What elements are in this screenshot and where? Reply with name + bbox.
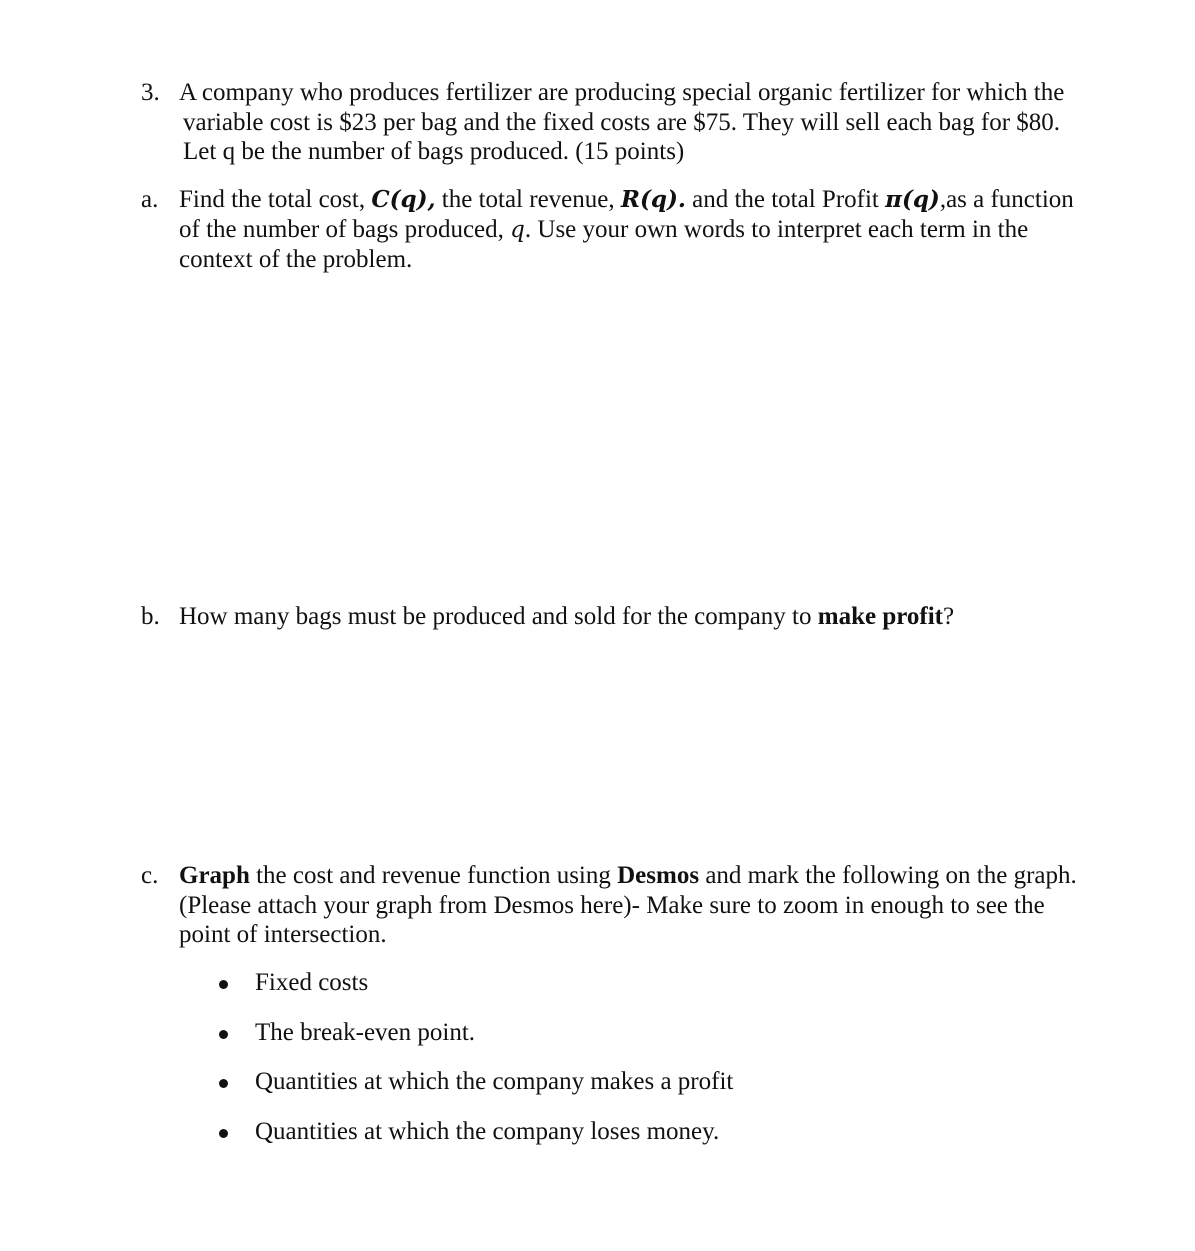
part-c-line-2: (Please attach your graph from Desmos here)- Make sure to zoom in enough to see the bbox=[179, 891, 1045, 919]
part-c-bullet-list bbox=[215, 968, 1015, 1166]
part-c-text-2: and mark the following on the graph. bbox=[699, 862, 1077, 889]
part-c bbox=[141, 861, 1101, 950]
problem-number: 3. bbox=[141, 79, 160, 106]
part-a-text-3: and the total Profit bbox=[685, 186, 886, 213]
quantity-variable: q bbox=[510, 216, 525, 243]
part-b-line bbox=[179, 602, 1101, 632]
part-c-line-1 bbox=[179, 861, 1101, 891]
bullet-icon bbox=[219, 1030, 228, 1039]
part-b-emphasis: make profit bbox=[817, 603, 943, 630]
part-c-emphasis-graph: Graph bbox=[179, 862, 250, 889]
problem-line-3: Let q be the number of bags produced. (15 points) bbox=[183, 138, 685, 165]
problem-line-2: variable cost is $23 per bag and the fixed costs are $75. They will sell each bag for $80. bbox=[183, 108, 1061, 136]
part-c-marker: c. bbox=[141, 862, 159, 889]
part-b-text-2: ? bbox=[943, 603, 955, 630]
part-a bbox=[141, 185, 1101, 275]
bullet-text: Quantities at which the company makes a profit bbox=[255, 1068, 734, 1096]
bullet-icon bbox=[219, 1129, 228, 1138]
list-item bbox=[215, 968, 1015, 1018]
bullet-text: Fixed costs bbox=[255, 969, 369, 996]
part-a-text-6: . Use your own words to interpret each term in the bbox=[524, 215, 1029, 243]
part-b-text bbox=[179, 602, 1101, 632]
list-item bbox=[215, 1018, 1015, 1068]
revenue-function: R(q). bbox=[620, 186, 686, 213]
part-a-line-2 bbox=[179, 215, 1101, 246]
part-c-line-3: point of intersection. bbox=[179, 921, 387, 948]
list-item bbox=[215, 1117, 1015, 1167]
profit-function: π(q) bbox=[885, 186, 940, 213]
part-a-text-2: the total revenue, bbox=[435, 186, 621, 213]
part-a-marker: a. bbox=[141, 186, 159, 213]
problem-3 bbox=[141, 78, 1101, 167]
bullet-icon bbox=[219, 1079, 228, 1088]
bullet-text: Quantities at which the company loses money. bbox=[255, 1117, 720, 1145]
problem-line-1: A company who produces fertilizer are producing special organic fertilizer for which the bbox=[179, 79, 1065, 106]
bullet-text: The break-even point. bbox=[255, 1018, 476, 1046]
problem-statement bbox=[179, 78, 1101, 167]
part-a-text-1: Find the total cost, bbox=[179, 186, 372, 213]
part-b-text-1: How many bags must be produced and sold for the company to bbox=[179, 603, 818, 630]
part-a-line-3: context of the problem. bbox=[179, 246, 413, 273]
list-item bbox=[215, 1067, 1015, 1117]
part-c-text-1: the cost and revenue function using bbox=[249, 862, 618, 889]
part-c-emphasis-desmos: Desmos bbox=[617, 862, 700, 889]
part-a-text-5: of the number of bags produced, bbox=[179, 215, 511, 243]
cost-function: C(q), bbox=[371, 186, 436, 213]
part-b-marker: b. bbox=[141, 603, 160, 630]
part-a-line-1 bbox=[179, 185, 1101, 215]
part-b bbox=[141, 602, 1101, 632]
part-a-text-4: ,as a function bbox=[939, 186, 1074, 213]
part-c-text bbox=[179, 861, 1101, 950]
part-a-text bbox=[179, 185, 1101, 275]
bullet-icon bbox=[219, 980, 228, 989]
